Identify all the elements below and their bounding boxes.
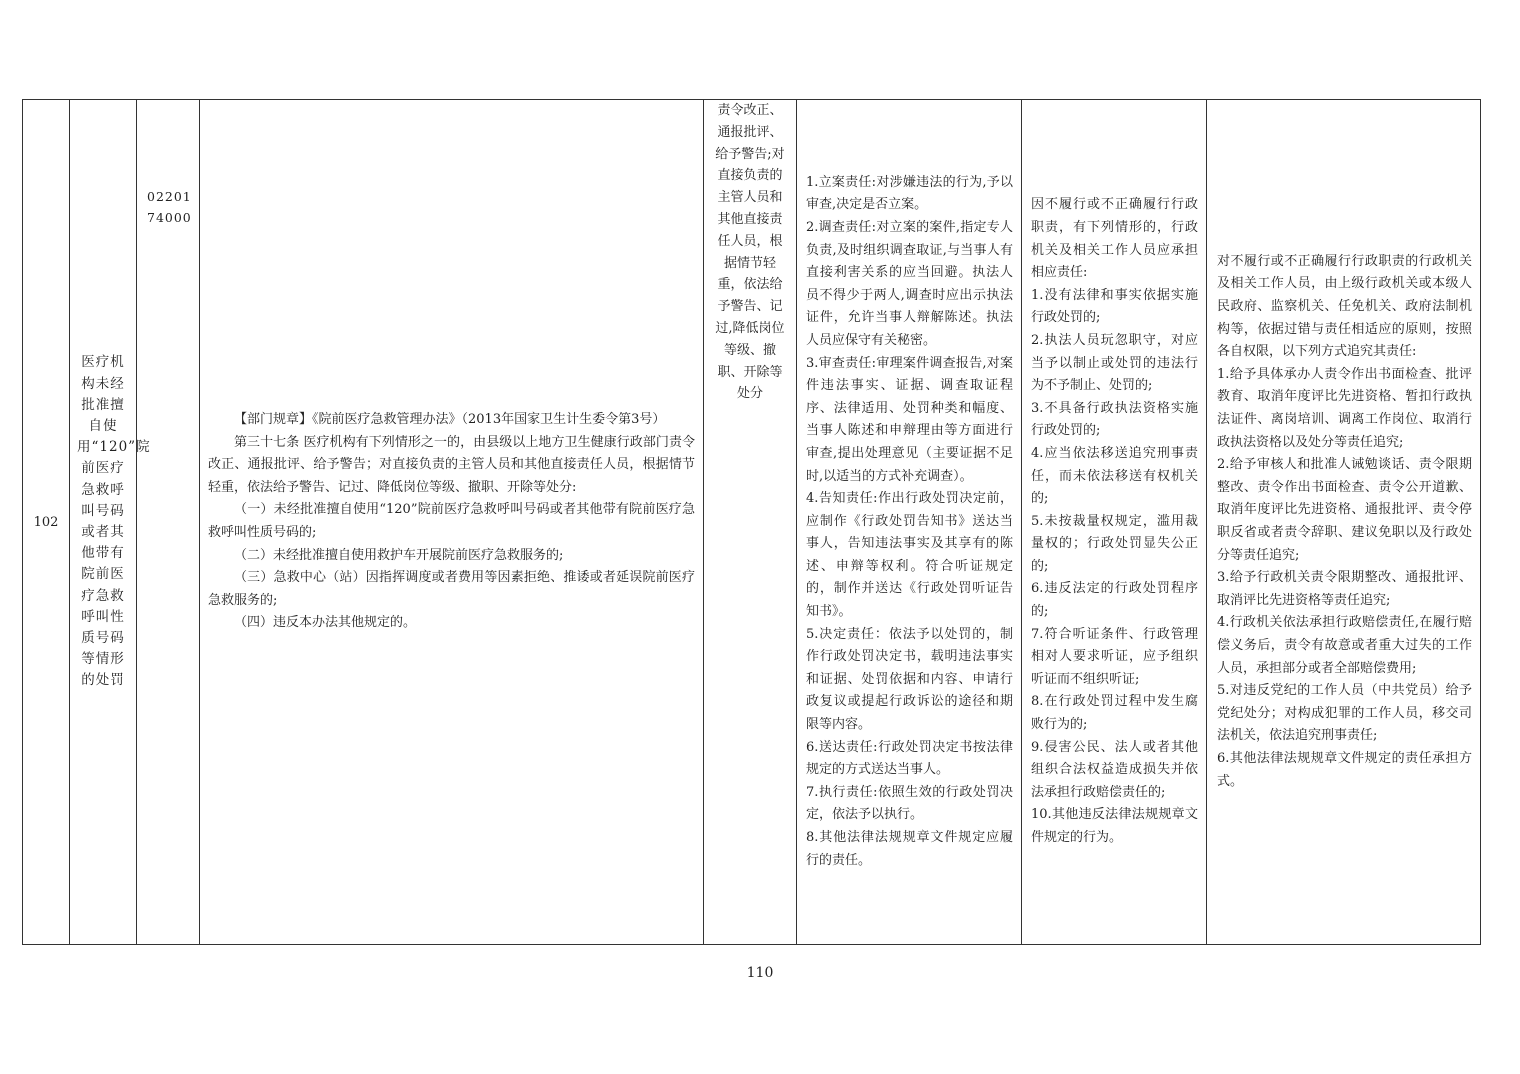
penalty-action: 责令改正、通报批评、给予警告;对直接负责的主管人员和其他直接责任人员，根据情节轻重，依法给予警告、记过,降低岗位等级、撤职、开除等处分 — [715, 103, 785, 402]
responsibility-item: 7.执行责任:依照生效的行政处罚决定，依法予以执行。 — [806, 784, 1013, 823]
dereliction-item: 因不履行或不正确履行行政职责，有下列情形的，行政机关及相关工作人员应承担相应责任: — [1031, 197, 1198, 281]
responsibility-item: 5.决定责任：依法予以处罚的，制作行政处罚决定书，载明违法事实和证据、处罚依据和内容、申请行政复议或提起行政诉讼的途径和期限等内容。 — [806, 626, 1013, 733]
accountability-item: 2.给予审核人和批准人诫勉谈话、责令限期整改、责令作出书面检查、责令公开道歉、取消年度评比先进资格、通报批评、责令停职反省或者责令辞职、建议免职以及行政处分等责任追究; — [1217, 457, 1472, 563]
dereliction-list — [1022, 194, 1206, 849]
accountability-item: 5.对违反党纪的工作人员（中共党员）给予党纪处分；对构成犯罪的工作人员，移交司法机关，依法追究刑事责任; — [1217, 683, 1472, 744]
accountability-cell — [1207, 100, 1481, 945]
dereliction-item: 1.没有法律和事实依据实施行政处罚的; — [1031, 287, 1198, 326]
basis-item: （一）未经批准擅自使用“120”院前医疗急救呼叫号码或者其他带有院前医疗急救呼叫性质号码的; — [208, 502, 695, 540]
responsibility-item: 8.其他法律法规规章文件规定应履行的责任。 — [806, 830, 1013, 868]
row-number: 102 — [33, 514, 59, 530]
responsibility-cell — [797, 100, 1022, 945]
item-name: 医疗机构未经批准擅自使用“120”院前医疗急救呼叫号码或者其他带有院前医疗急救呼叫性质号码等情形的处罚 — [77, 354, 151, 689]
power-list-table — [22, 99, 1481, 945]
accountability-item: 6.其他法律法规规章文件规定的责任承担方式。 — [1217, 750, 1472, 789]
dereliction-item: 5.未按裁量权规定，滥用裁量权的；行政处罚显失公正的; — [1031, 513, 1198, 574]
responsibility-item: 2.调查责任:对立案的案件,指定专人负责,及时组织调查取证,与当事人有直接利害关系的应当回避。执法人员不得少于两人,调查时应出示执法证件，允许当事人辩解陈述。执法人员应保守有关秘密。 — [806, 219, 1013, 348]
dereliction-item: 7.符合听证条件、行政管理相对人要求听证，应予组织听证而不组织听证; — [1031, 626, 1198, 687]
item-code-line2: 74000 — [147, 210, 192, 225]
responsibility-item: 4.告知责任:作出行政处罚决定前，应制作《行政处罚告知书》送达当事人，告知违法事实及其享有的陈述、申辩等权利。符合听证规定的，制作并送达《行政处罚听证告知书》。 — [806, 491, 1013, 620]
dereliction-item: 8.在行政处罚过程中发生腐败行为的; — [1031, 694, 1198, 733]
accountability-list — [1207, 251, 1480, 793]
dereliction-item: 4.应当依法移送追究刑事责任，而未依法移送有权机关的; — [1031, 445, 1198, 507]
dereliction-item: 6.违反法定的行政处罚程序的; — [1031, 581, 1198, 620]
table-row — [23, 100, 1481, 945]
basis-item: （三）急救中心（站）因指挥调度或者费用等因素拒绝、推诿或者延误院前医疗急救服务的; — [208, 570, 695, 608]
dereliction-item: 9.侵害公民、法人或者其他组织合法权益造成损失并依法承担行政赔偿责任的; — [1031, 739, 1198, 800]
dereliction-cell — [1022, 100, 1207, 945]
dereliction-item: 3.不具备行政执法资格实施行政处罚的; — [1031, 400, 1198, 439]
basis-item: （四）违反本办法其他规定的。 — [234, 615, 417, 631]
accountability-item: 1.给予具体承办人责令作出书面检查、批评教育、取消年度评比先进资格、暂扣行政执法证件、离岗培训、调离工作岗位、取消行政执法资格以及处分等责任追究; — [1217, 366, 1472, 450]
legal-basis — [200, 409, 703, 635]
basis-article: 第三十七条 医疗机构有下列情形之一的，由县级以上地方卫生健康行政部门责令改正、通报批评、给予警告；对直接负责的主管人员和其他直接责任人员，根据情节轻重，依法给予警告、记过、降低岗位等级、撤职、开除等处分: — [208, 434, 695, 495]
basis-item: （二）未经批准擅自使用救护车开展院前医疗急救服务的; — [234, 547, 564, 563]
item-code — [137, 100, 199, 228]
accountability-item: 4.行政机关依法承担行政赔偿责任,在履行赔偿义务后，责令有故意或者重大过失的工作人员，承担部分或者全部赔偿费用; — [1217, 615, 1472, 676]
item-name-cell — [70, 100, 151, 945]
responsibility-list — [797, 172, 1021, 872]
basis-title: 【部门规章】《院前医疗急救管理办法》（2013年国家卫生计生委令第3号） — [234, 412, 666, 428]
accountability-item: 对不履行或不正确履行行政职责的行政机关及相关工作人员，由上级行政机关或本级人民政府、监察机关、任免机关、政府法制机构等，依据过错与责任相适应的原则，按照各自权限，以下列方式追究其责任: — [1217, 253, 1472, 360]
dereliction-item: 2.执法人员玩忽职守，对应当予以制止或处罚的违法行为不予制止、处罚的; — [1031, 332, 1198, 394]
responsibility-item: 3.审查责任:审理案件调查报告,对案件违法事实、证据、调查取证程序、法律适用、处罚种类和幅度、当事人陈述和申辩理由等方面进行审查,提出处理意见（主要证据不足时,以适当的方式补充调查）。 — [806, 355, 1013, 484]
responsibility-item: 6.送达责任:行政处罚决定书按法律规定的方式送达当事人。 — [806, 739, 1013, 778]
accountability-item: 3.给予行政机关责令限期整改、通报批评、取消评比先进资格等责任追究; — [1217, 570, 1472, 608]
dereliction-item: 10.其他违反法律法规规章文件规定的行为。 — [1031, 807, 1198, 846]
legal-basis-cell — [200, 100, 704, 945]
page-number: 110 — [746, 965, 774, 981]
penalty-action-cell — [704, 100, 797, 945]
item-code-line1: 02201 — [147, 189, 192, 204]
row-number-cell — [23, 100, 70, 945]
item-code-cell — [137, 100, 200, 945]
responsibility-item: 1.立案责任:对涉嫌违法的行为,予以审查,决定是否立案。 — [806, 174, 1013, 213]
